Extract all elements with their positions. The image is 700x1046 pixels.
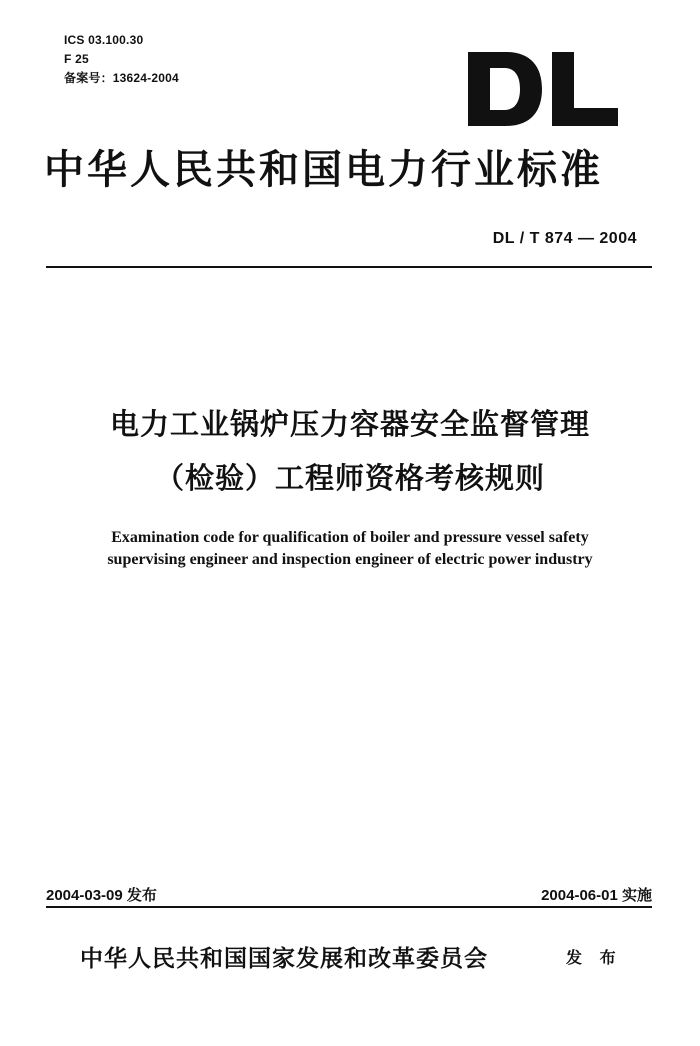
implementation-date: 2004-06-01 实施 <box>541 887 652 904</box>
ics-code: ICS 03.100.30 <box>64 33 144 47</box>
bottom-divider <box>46 906 652 908</box>
chinese-title-line-2: （检验）工程师资格考核规则 <box>154 461 545 495</box>
record-number: 备案号：13624-2004 <box>64 71 179 85</box>
issuing-authority: 中华人民共和国国家发展和改革委员会 <box>80 945 488 972</box>
issue-date: 2004-03-09 发布 <box>46 887 157 904</box>
dl-logo <box>468 52 618 126</box>
chinese-title-line-1: 电力工业锅炉压力容器安全监督管理 <box>109 407 590 441</box>
english-title-line-1: Examination code for qualification of boiler and pressure vessel safety <box>111 529 589 546</box>
standard-number: DL / T 874 — 2004 <box>492 230 637 247</box>
org-standard-title: 中华人民共和国电力行业标准 <box>44 146 603 193</box>
top-divider <box>46 266 652 268</box>
issue-label: 发 布 <box>566 948 622 967</box>
english-title-line-2: supervising engineer and inspection engineer of electric power industry <box>107 551 593 568</box>
classification-code: F 25 <box>64 52 89 66</box>
